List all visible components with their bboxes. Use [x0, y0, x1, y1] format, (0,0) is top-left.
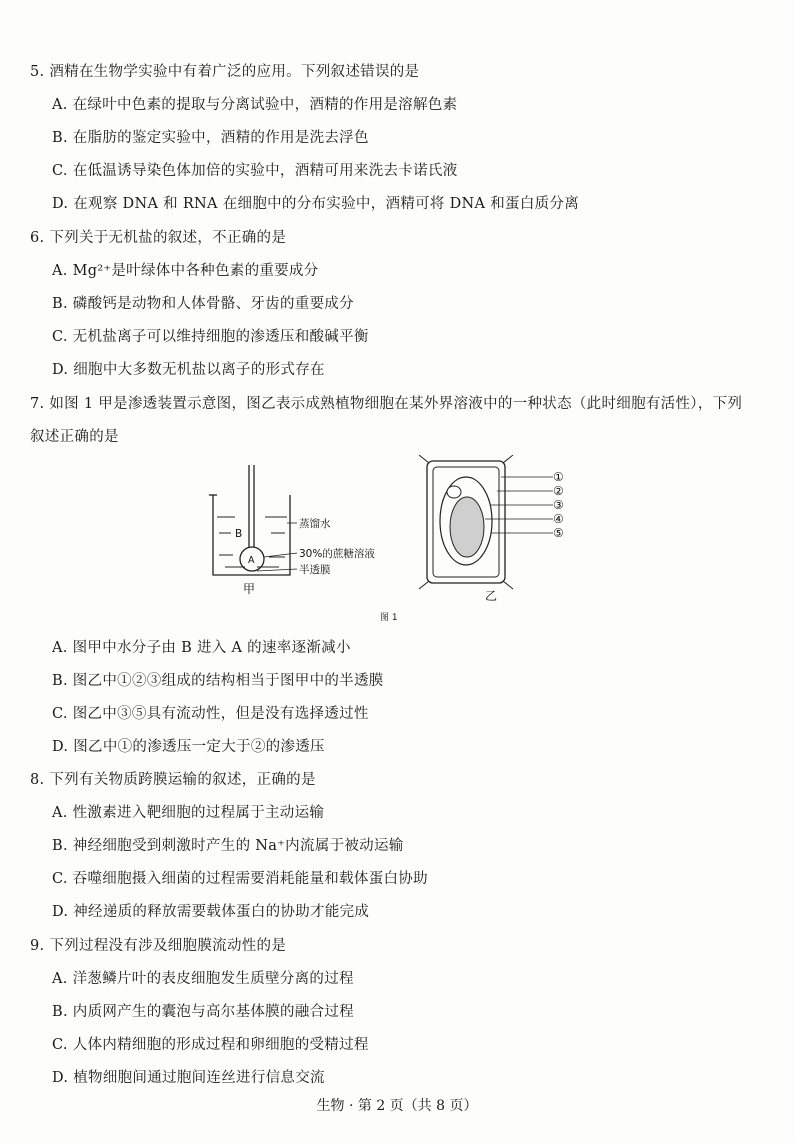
question-8-option-b: B. 神经细胞受到刺激时产生的 Na⁺内流属于被动运输	[52, 838, 404, 854]
label-letter-a: A	[248, 555, 255, 566]
question-8-option-c: C. 吞噬细胞摄入细菌的过程需要消耗能量和载体蛋白协助	[52, 871, 428, 887]
question-9-option-d: D. 植物细胞间通过胞间连丝进行信息交流	[52, 1070, 325, 1086]
label-distilled-water: 蒸馏水	[299, 518, 331, 530]
question-7-option-d: D. 图乙中①的渗透压一定大于②的渗透压	[52, 739, 325, 755]
plant-cell	[419, 455, 553, 589]
question-5-option-b: B. 在脂肪的鉴定实验中，酒精的作用是洗去浮色	[52, 130, 369, 146]
question-7-option-c: C. 图乙中③⑤具有流动性，但是没有选择透过性	[52, 706, 369, 722]
question-8-option-d: D. 神经递质的释放需要载体蛋白的协助才能完成	[52, 904, 370, 920]
question-6-option-c: C. 无机盐离子可以维持细胞的渗透压和酸碱平衡	[52, 329, 369, 345]
question-6-option-b: B. 磷酸钙是动物和人体骨骼、牙齿的重要成分	[52, 296, 354, 312]
question-8-stem: 8. 下列有关物质跨膜运输的叙述，正确的是	[30, 772, 316, 788]
figure-1-drawing	[195, 455, 595, 625]
label-figure-yi: 乙	[485, 589, 498, 603]
figure-caption: 图 1	[380, 613, 398, 623]
label-number-3: ③	[553, 498, 564, 512]
question-7-stem-line-1: 7. 如图 1 甲是渗透装置示意图，图乙表示成熟植物细胞在某外界溶液中的一种状态（此时细胞有活性），下列	[30, 396, 743, 412]
question-9-option-a: A. 洋葱鳞片叶的表皮细胞发生质壁分离的过程	[52, 971, 354, 987]
question-8-option-a: A. 性激素进入靶细胞的过程属于主动运输	[52, 805, 325, 821]
question-9-option-c: C. 人体内精细胞的形成过程和卵细胞的受精过程	[52, 1037, 369, 1053]
question-5-stem: 5. 酒精在生物学实验中有着广泛的应用。下列叙述错误的是	[30, 64, 420, 80]
label-figure-jia: 甲	[243, 582, 256, 596]
question-9-stem: 9. 下列过程没有涉及细胞膜流动性的是	[30, 938, 287, 954]
label-number-5: ⑤	[553, 526, 564, 540]
label-letter-b: B	[235, 528, 243, 540]
question-6-stem: 6. 下列关于无机盐的叙述，不正确的是	[30, 230, 287, 246]
label-number-2: ②	[553, 484, 564, 498]
label-number-1: ①	[553, 470, 564, 484]
question-7-stem-line-2: 叙述正确的是	[30, 429, 119, 445]
label-sucrose-solution: 30%的蔗糖溶液	[299, 548, 375, 560]
label-number-4: ④	[553, 512, 564, 526]
question-7-option-b: B. 图乙中①②③组成的结构相当于图甲中的半透膜	[52, 673, 384, 689]
label-semipermeable-membrane: 半透膜	[299, 564, 331, 576]
page-footer: 生物 · 第 2 页（共 8 页）	[316, 1098, 478, 1114]
figure-1	[195, 455, 595, 625]
question-6-option-d: D. 细胞中大多数无机盐以离子的形式存在	[52, 362, 325, 378]
question-7-option-a: A. 图甲中水分子由 B 进入 A 的速率逐渐减小	[52, 640, 351, 656]
question-5-option-d: D. 在观察 DNA 和 RNA 在细胞中的分布实验中，酒精可将 DNA 和蛋白质分离	[52, 196, 580, 212]
question-6-option-a: A. Mg²⁺是叶绿体中各种色素的重要成分	[52, 263, 319, 279]
question-5-option-a: A. 在绿叶中色素的提取与分离试验中，酒精的作用是溶解色素	[52, 97, 458, 113]
question-9-option-b: B. 内质网产生的囊泡与高尔基体膜的融合过程	[52, 1004, 354, 1020]
question-5-option-c: C. 在低温诱导染色体加倍的实验中，酒精可用来洗去卡诺氏液	[52, 163, 458, 179]
